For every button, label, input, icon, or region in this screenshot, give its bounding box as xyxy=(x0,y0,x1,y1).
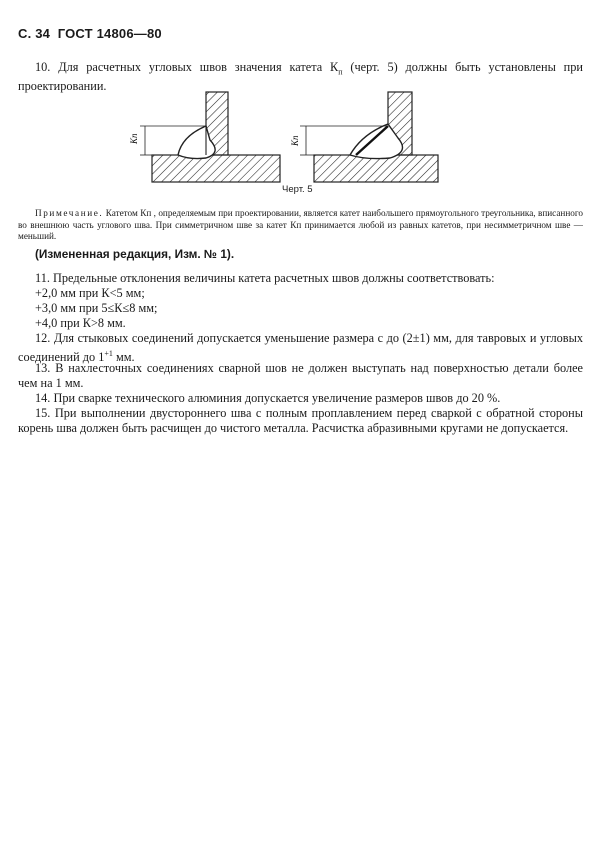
note-text: Катетом Кп , определяемым при проектировании, является катет наибольшего прямоугольного треугольника, вписанного во внешнюю часть углового шва. При симметричном шве за катет Кп принимается любой из равных катетов, при несимметричном шве — меньший. xyxy=(18,208,583,241)
note-prefix: Примечание. xyxy=(35,208,104,218)
item-15: 15. При выполнении двустороннего шва с полным проплавлением перед сваркой с обратной стороны корень шва должен быть расчищен до чистого металла. Расчистка абразивными кругами не допускается. xyxy=(18,406,583,435)
item-10: 10. Для расчетных угловых швов значения катета $К_п$ (черт. 5) должны быть установлены при проектировании. xyxy=(18,60,583,94)
item-13: 13. В нахлесточных соединениях сварной шов не должен выступать над поверхностью детали более чем на 1 мм. xyxy=(18,361,583,390)
item-11-intro: 11. Предельные отклонения величины катета расчетных швов должны соответствовать: xyxy=(35,271,495,285)
page-header xyxy=(18,26,162,41)
left-weld-drawing xyxy=(129,92,280,182)
item-12: 12. Для стыковых соединений допускается уменьшение размера с до (2±1) мм, для тавровых и угловых соединений до $1^{+1}$ мм. xyxy=(18,331,583,365)
figure-caption: Черт. 5 xyxy=(282,184,313,195)
right-weld-drawing xyxy=(290,92,438,182)
right-leg-label: Кп xyxy=(290,135,300,146)
standard-number: ГОСТ 14806—80 xyxy=(57,26,162,41)
left-base-plate xyxy=(152,155,280,182)
item-11-line-2: +3,0 мм при 5≤К≤8 мм; xyxy=(35,301,158,315)
item-14: 14. При сварке технического алюминия допускается увеличение размеров швов до 20 %. xyxy=(35,391,501,405)
edit-note: (Измененная редакция, Изм. № 1). xyxy=(35,247,235,261)
figure-5 xyxy=(0,80,605,190)
item-11-line-1: +2,0 мм при К<5 мм; xyxy=(35,286,145,300)
item-11-line-3: +4,0 при К>8 мм. xyxy=(35,316,126,330)
item-11 xyxy=(18,271,583,331)
note xyxy=(18,208,583,243)
left-leg-label: Кп xyxy=(129,133,139,144)
page-number: С. 34 xyxy=(18,26,51,41)
